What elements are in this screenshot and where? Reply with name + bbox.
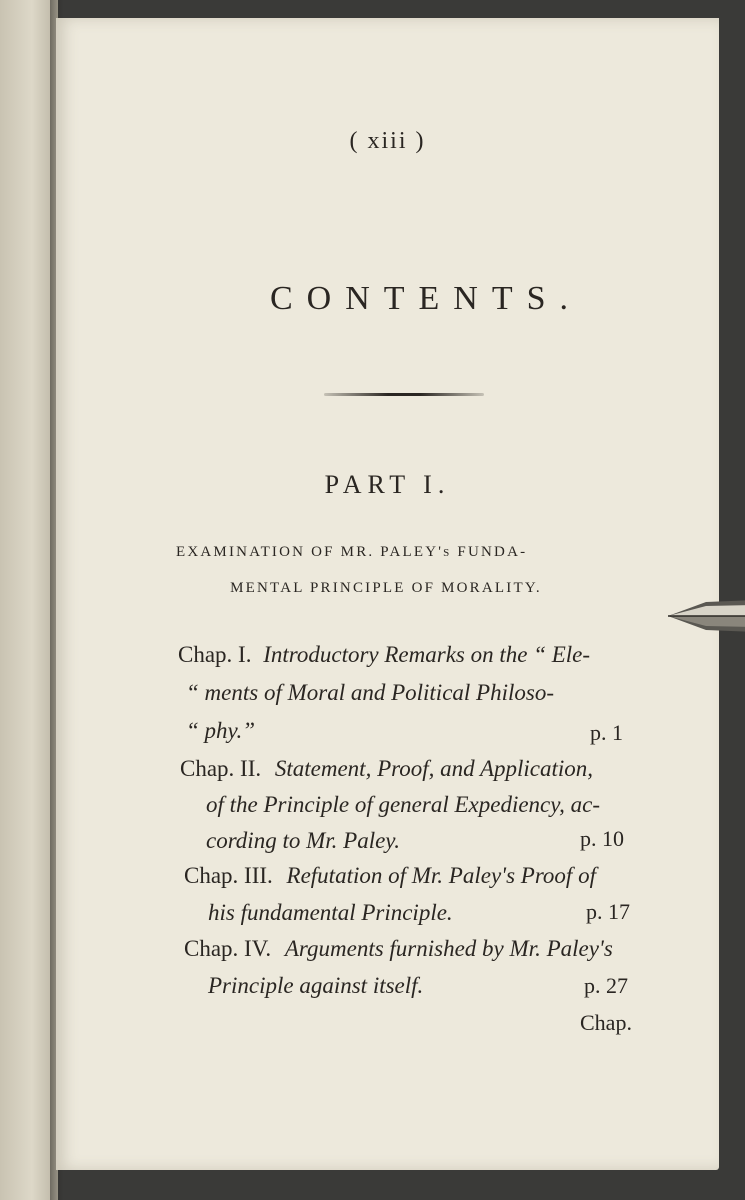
chapter-1-page-ref: p. 1	[590, 720, 623, 745]
chapter-1-label: Chap. I.	[178, 642, 252, 667]
chapter-4-title-line-2	[208, 973, 423, 999]
catchword: Chap.	[580, 1010, 632, 1035]
pen-pointer-icon	[666, 596, 745, 636]
chapter-2-label: Chap. II.	[180, 756, 262, 781]
chapter-3-entry	[184, 863, 596, 889]
page-number: ( xiii )	[349, 128, 426, 154]
chapter-1-entry	[178, 642, 590, 668]
chapter-3-page-ref: p. 17	[586, 899, 630, 924]
chapter-2-title-line-3	[206, 828, 400, 854]
contents-title: CONTENTS.	[269, 280, 583, 317]
chapter-4-entry	[184, 936, 613, 962]
chapter-2-title-line-1: Statement, Proof, and Application,	[274, 756, 594, 781]
chapter-2-title-line-2	[206, 792, 600, 818]
chapter-1-title-line-2	[186, 680, 554, 706]
part-subtitle-line-1: EXAMINATION OF MR. PALEY's FUNDA-	[176, 544, 528, 560]
chapter-2-title-line-2-text: of the Principle of general Expediency, ac-	[206, 792, 601, 817]
chapter-1-title-line-3-text: “ phy.”	[186, 718, 256, 743]
chapter-3-label: Chap. III.	[184, 863, 273, 888]
chapter-3-title-line-2	[208, 900, 453, 926]
chapter-3-title-line-1: Refutation of Mr. Paley's Proof of	[286, 863, 596, 888]
ornamental-rule	[324, 393, 484, 396]
chapter-3-title-line-2-text: his fundamental Principle.	[208, 900, 453, 925]
chapter-4-page-ref: p. 27	[584, 973, 628, 998]
chapter-4-title-line-1: Arguments furnished by Mr. Paley's	[284, 936, 613, 961]
chapter-2-page-ref: p. 10	[580, 826, 624, 851]
book-page	[56, 18, 719, 1170]
chapter-4-title-line-2-text: Principle against itself.	[208, 973, 424, 998]
chapter-4-label: Chap. IV.	[184, 936, 272, 961]
chapter-1-title-line-1: Introductory Remarks on the “ Ele-	[263, 642, 591, 667]
chapter-1-title-line-2-text: “ ments of Moral and Political Philoso-	[186, 680, 554, 705]
chapter-2-entry	[180, 756, 593, 782]
part-subtitle-line-2: MENTAL PRINCIPLE OF MORALITY.	[230, 580, 542, 596]
chapter-2-title-line-3-text: cording to Mr. Paley.	[206, 828, 400, 853]
part-title: PART I.	[324, 470, 451, 499]
chapter-1-title-line-3	[186, 718, 255, 744]
